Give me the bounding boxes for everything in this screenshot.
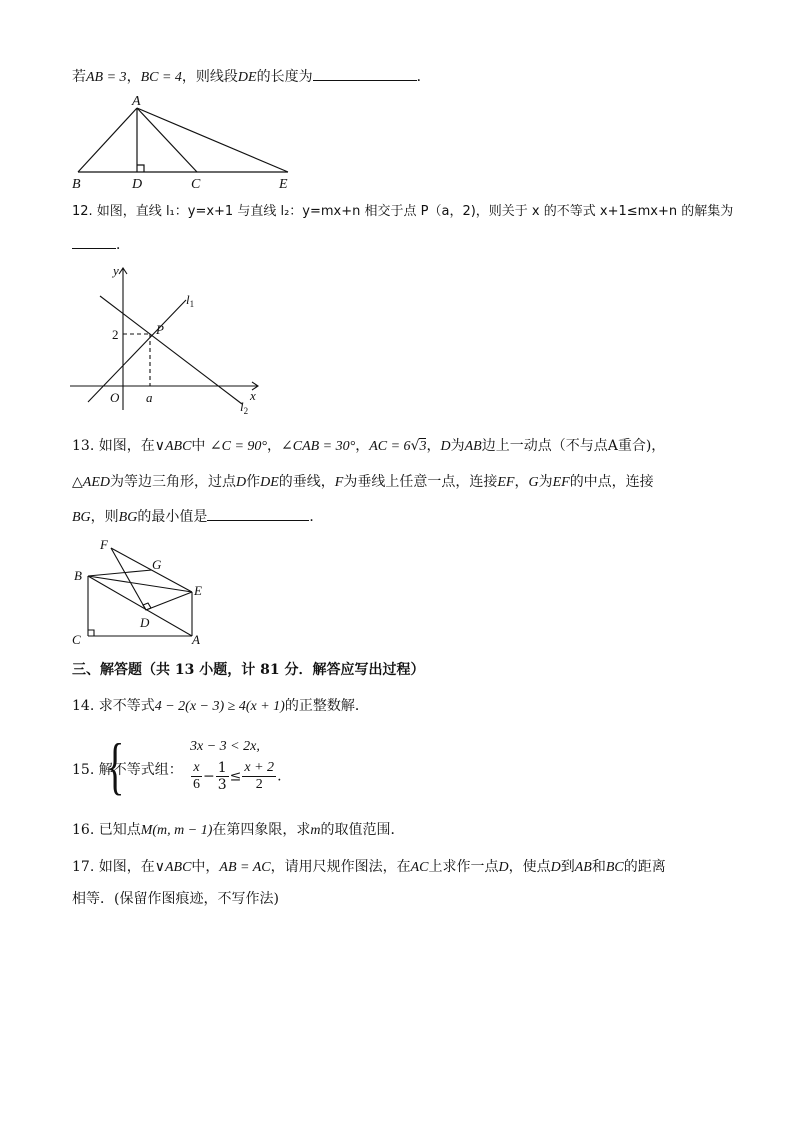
q13-math: AB: [464, 439, 482, 454]
q13-math: DE: [260, 475, 279, 490]
q13-line3: [72, 506, 323, 528]
q13-math: ∨ABC: [154, 439, 192, 454]
q14-expr: 4 − 2(x − 3) ≥ 4(x + 1): [154, 699, 285, 714]
label-f: F: [100, 537, 108, 552]
q13-math: ∠C = 90°: [209, 439, 267, 454]
q11-tail: [72, 66, 431, 88]
q17-text: 的距离: [623, 859, 666, 875]
q13-end: ．: [309, 509, 324, 525]
q13-math: EF: [552, 475, 570, 490]
q16-text: 在第四象限，求: [212, 822, 311, 838]
label-a: A: [192, 632, 200, 647]
q13-line1: [72, 436, 665, 457]
q16-text: 16. 已知点: [72, 822, 141, 838]
q17-math: AC: [410, 860, 429, 875]
q13-math: △AED: [72, 475, 110, 490]
label-e: E: [279, 177, 288, 192]
q17-text: 17. 如图，在: [72, 859, 155, 875]
q13-math: G: [528, 475, 539, 490]
q11-bc: BC = 4: [140, 70, 182, 85]
q11-suffix: 的长度为: [256, 69, 313, 85]
system-brace: {: [106, 730, 125, 801]
q17-text: 中，: [191, 859, 220, 875]
l1-label: $l_1$: [186, 292, 195, 309]
q15-row1: [190, 736, 260, 757]
segment-ab: [78, 108, 137, 172]
q11-de: DE: [237, 70, 257, 85]
q13-math: F: [334, 475, 344, 490]
q17-text: 到: [560, 859, 575, 875]
tick-x-a: a: [146, 390, 153, 405]
q13-text: 为: [538, 474, 553, 490]
q13-math: D: [440, 439, 451, 454]
q13-text: ，: [355, 438, 370, 454]
q13-math: AC = 6: [369, 439, 411, 454]
q16-point: M(m, m − 1): [140, 823, 213, 838]
le-sign: ≤: [229, 768, 242, 785]
q13-text: 13. 如图，在: [72, 438, 155, 454]
point-p-label: P: [156, 322, 164, 337]
q13-text: ，: [426, 438, 441, 454]
label-d: D: [132, 177, 143, 192]
q13-text: 的垂线，: [278, 474, 335, 490]
sqrt-sign: √: [410, 438, 420, 454]
q17-text: 上求作一点: [428, 859, 499, 875]
q13-math: EF: [497, 475, 515, 490]
figure-q13: [70, 534, 220, 648]
label-c: C: [191, 177, 201, 192]
fraction: $\frac{1}{3}$: [217, 760, 227, 793]
q13-text: ，: [267, 438, 281, 454]
q11-prefix: 若: [72, 69, 86, 85]
q13-math: D: [235, 475, 247, 490]
figure-q11: [70, 92, 300, 192]
label-g: G: [152, 557, 162, 572]
q15-label: 15. 解不等式组：: [72, 762, 183, 778]
q17-line2: 相等．(保留作图痕迹，不写作法): [72, 891, 279, 907]
q12-end: ．: [116, 237, 130, 253]
q17-math: BC: [605, 860, 624, 875]
q13-text: 中: [191, 438, 206, 454]
q11-end: ．: [416, 69, 431, 85]
q12-line1: 12. 如图，直线 l₁：y=x+1 与直线 l₂：y=mx+n 相交于点 P（a，2)，则关于 x 的不等式 x+1≤mx+n 的解集为: [72, 204, 734, 219]
label-b: B: [74, 568, 82, 583]
tick-y-2: 2: [112, 327, 119, 342]
segment-bg: [88, 570, 152, 576]
q13-text: 的中点，连接: [569, 474, 654, 490]
fraction: $\frac{x + 2}{2}$: [244, 760, 275, 792]
q17-math: AB = AC: [219, 860, 271, 875]
right-angle-mark: [137, 165, 144, 172]
label-b: B: [72, 177, 81, 192]
q13-text: 的最小值是: [137, 509, 208, 525]
q13-sqrt-value: 3: [419, 439, 427, 454]
q13-text: 作: [246, 474, 261, 490]
q13-math: ∠CAB = 30°: [281, 439, 356, 454]
q13-math: BG: [72, 510, 91, 525]
q13-text: 为垂线上任意一点，连接: [343, 474, 498, 490]
q13-math: BG: [118, 510, 138, 525]
q17-line1: [72, 857, 666, 878]
answer-blank[interactable]: [313, 66, 417, 81]
q13-line2: [72, 472, 654, 493]
q15-inequality-1: 3x − 3 < 2x,: [190, 739, 260, 754]
q17-math: D: [550, 860, 561, 875]
minus-sign: −: [203, 768, 215, 785]
fraction: $\frac{x}{6}$: [193, 760, 200, 792]
right-angle-c: [88, 630, 94, 636]
q15-row2: [190, 760, 282, 793]
q14-text: 的正整数解．: [284, 698, 369, 714]
q11-sep: ，: [126, 69, 141, 85]
y-axis-label: y: [113, 263, 119, 278]
q17-math: AB: [574, 860, 592, 875]
label-a: A: [132, 94, 141, 109]
figure-q12: [66, 262, 266, 418]
q16-text: 的取值范围．: [320, 822, 405, 838]
q17-text: ，请用尺规作图法，在: [270, 859, 411, 875]
period: .: [277, 768, 282, 785]
x-axis-label: x: [250, 388, 256, 403]
origin-label: O: [110, 390, 120, 405]
q17-text: 和: [591, 859, 606, 875]
q17-text: ，使点: [508, 859, 551, 875]
q13-text: 边上一动点（不与点A重合)，: [481, 438, 666, 454]
segment-de: [146, 592, 192, 610]
line-l2: [100, 296, 242, 404]
q16-var: m: [310, 823, 321, 838]
label-e: E: [194, 583, 202, 598]
q11-ab: AB = 3: [86, 70, 127, 85]
q11-mid: ，则线段: [181, 69, 238, 85]
q13-text: ，则: [90, 509, 119, 525]
q13-text: 为: [450, 438, 465, 454]
q17-math: ∨ABC: [154, 860, 192, 875]
q12-line2: [72, 234, 130, 255]
answer-blank[interactable]: [72, 234, 116, 249]
line-l1: [88, 300, 186, 402]
l2-label: $l_2$: [240, 399, 249, 416]
q13-text: ，: [514, 474, 529, 490]
label-d: D: [140, 615, 150, 630]
label-c: C: [72, 632, 81, 647]
segment-ae: [137, 108, 288, 172]
segment-ac: [137, 108, 197, 172]
q14: [72, 696, 369, 717]
q14-text: 14. 求不等式: [72, 698, 155, 714]
answer-blank[interactable]: [207, 506, 309, 521]
q17-math: D: [498, 860, 509, 875]
q13-text: 为等边三角形，过点: [109, 474, 236, 490]
section-title: 三、解答题（共 13 小题，计 81 分．解答应写出过程）: [72, 662, 425, 678]
q16: [72, 820, 405, 841]
